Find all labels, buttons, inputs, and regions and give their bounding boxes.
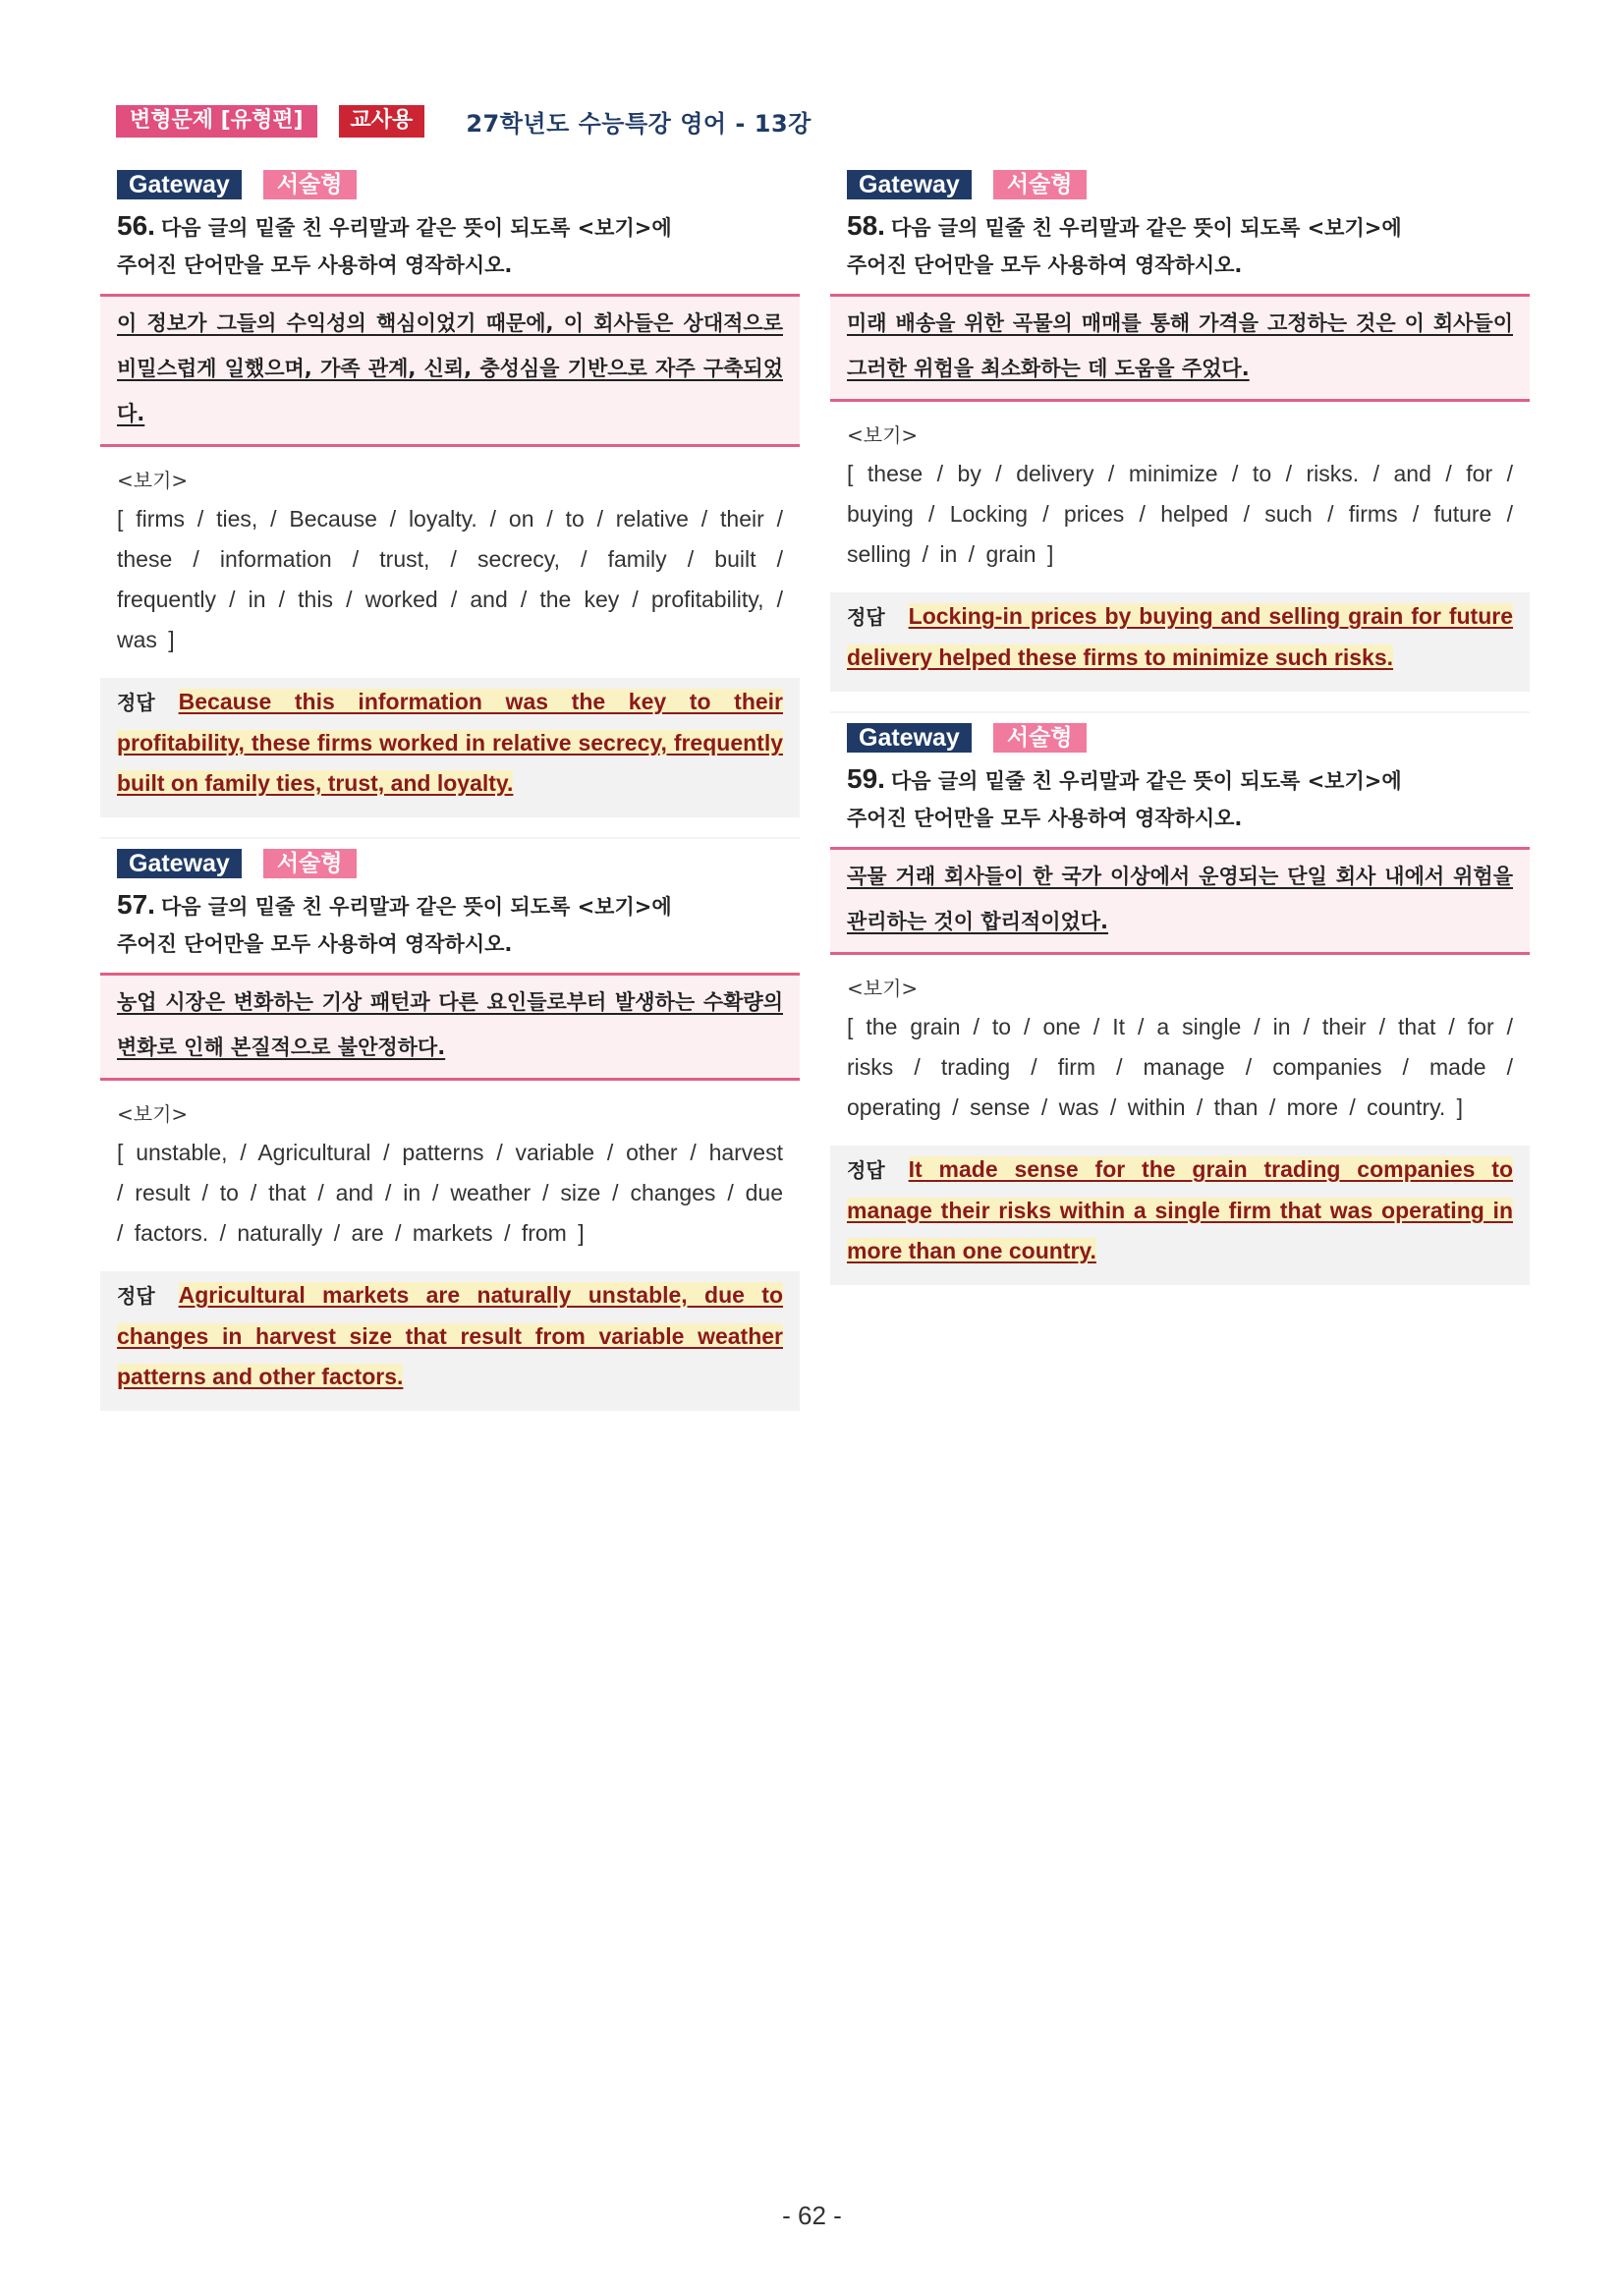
question-prompt bbox=[847, 760, 1530, 837]
question-prompt bbox=[117, 207, 800, 284]
question-text-line2: 주어진 단어만을 모두 사용하여 영작하시오. bbox=[117, 253, 513, 277]
question-block bbox=[100, 170, 800, 839]
korean-sentence-box bbox=[830, 847, 1530, 955]
bogi-label: <보기> bbox=[117, 469, 189, 492]
gateway-badge: Gateway bbox=[847, 723, 972, 753]
question-text-line2: 주어진 단어만을 모두 사용하여 영작하시오. bbox=[847, 253, 1243, 277]
question-text-line1: 다음 글의 밑줄 친 우리말과 같은 뜻이 되도록 <보기>에 bbox=[160, 895, 672, 919]
answer-box bbox=[830, 592, 1530, 692]
page-title: 27학년도 수능특강 영어 - 13강 bbox=[466, 110, 812, 138]
answer-label: 정답 bbox=[847, 1158, 885, 1182]
bogi-words: [ firms / ties, / Because / loyalty. / on / to / relative / their / these / information / trust, / secrecy, / family / built / frequently / in / this / worked / and / the key / profitability, / was ] bbox=[117, 506, 783, 652]
answer-label: 정답 bbox=[847, 605, 885, 629]
question-block bbox=[830, 723, 1530, 1285]
question-number: 56. bbox=[117, 210, 155, 241]
question-type-badge: 서술형 bbox=[263, 170, 357, 199]
korean-sentence: 미래 배송을 위한 곡물의 매매를 통해 가격을 고정하는 것은 이 회사들이 그러한 위험을 최소화하는 데 도움을 주었다. bbox=[847, 311, 1513, 380]
question-number: 59. bbox=[847, 763, 885, 794]
answer-label: 정답 bbox=[117, 691, 155, 714]
answer-text: Locking-in prices by buying and selling grain for future delivery helped these firms to minimize such risks. bbox=[847, 603, 1513, 670]
bogi-words: [ unstable, / Agricultural / patterns / variable / other / harvest / result / to / that / and / in / weather / size / changes / due / factors. / naturally / are / markets / from ] bbox=[117, 1140, 783, 1246]
bogi-label: <보기> bbox=[847, 423, 919, 447]
page-header bbox=[116, 104, 812, 139]
question-block bbox=[830, 170, 1530, 713]
question-badges bbox=[847, 723, 1530, 753]
korean-sentence: 이 정보가 그들의 수익성의 핵심이었기 때문에, 이 회사들은 상대적으로 비밀스럽게 일했으며, 가족 관계, 신뢰, 충성심을 기반으로 자주 구축되었다. bbox=[117, 311, 783, 425]
korean-sentence-box bbox=[100, 973, 800, 1081]
question-badges bbox=[847, 170, 1530, 199]
answer-text: It made sense for the grain trading companies to manage their risks within a single firm that was operating in more than one country. bbox=[847, 1156, 1513, 1263]
question-badges bbox=[117, 170, 800, 199]
answer-label: 정답 bbox=[117, 1284, 155, 1308]
question-text-line2: 주어진 단어만을 모두 사용하여 영작하시오. bbox=[117, 932, 513, 956]
bogi-label: <보기> bbox=[117, 1102, 189, 1126]
question-text-line1: 다음 글의 밑줄 친 우리말과 같은 뜻이 되도록 <보기>에 bbox=[160, 216, 672, 240]
page-number: - 62 - bbox=[782, 2201, 842, 2230]
question-text-line2: 주어진 단어만을 모두 사용하여 영작하시오. bbox=[847, 807, 1243, 830]
question-text-line1: 다음 글의 밑줄 친 우리말과 같은 뜻이 되도록 <보기>에 bbox=[890, 216, 1402, 240]
question-prompt bbox=[117, 886, 800, 963]
question-type-badge: 서술형 bbox=[263, 849, 357, 878]
answer-box bbox=[830, 1146, 1530, 1285]
bogi-label: <보기> bbox=[847, 977, 919, 1000]
answer-box bbox=[100, 1271, 800, 1411]
question-block bbox=[100, 849, 800, 1411]
right-column bbox=[830, 170, 1530, 1285]
left-column bbox=[100, 170, 800, 1411]
korean-sentence-box bbox=[830, 294, 1530, 402]
korean-sentence-box bbox=[100, 294, 800, 447]
korean-sentence: 곡물 거래 회사들이 한 국가 이상에서 운영되는 단일 회사 내에서 위험을 관리하는 것이 합리적이었다. bbox=[847, 865, 1513, 933]
answer-text: Because this information was the key to their profitability, these firms worked in relative secrecy, frequently built on family ties, trust, and loyalty. bbox=[117, 689, 783, 796]
question-number: 57. bbox=[117, 889, 155, 920]
question-number: 58. bbox=[847, 210, 885, 241]
korean-sentence: 농업 시장은 변화하는 기상 패턴과 다른 요인들로부터 발생하는 수확량의 변화로 인해 본질적으로 불안정하다. bbox=[117, 990, 783, 1059]
question-type-badge: 서술형 bbox=[993, 170, 1087, 199]
divider bbox=[100, 837, 800, 839]
category-tag: 변형문제 [유형편] bbox=[116, 105, 317, 138]
bogi-words: [ the grain / to / one / It / a single / in / their / that / for / risks / trading / firm / manage / companies / made / operating / sense / was / within / than / more / country. ] bbox=[847, 1014, 1513, 1120]
gateway-badge: Gateway bbox=[117, 170, 242, 199]
question-text-line1: 다음 글의 밑줄 친 우리말과 같은 뜻이 되도록 <보기>에 bbox=[890, 769, 1402, 793]
bogi-words: [ these / by / delivery / minimize / to / risks. / and / for / buying / Locking / prices / helped / such / firms / future / selling / in / grain ] bbox=[847, 461, 1513, 567]
question-badges bbox=[117, 849, 800, 878]
answer-text: Agricultural markets are naturally unstable, due to changes in harvest size that result from variable weather patterns and other factors. bbox=[117, 1282, 783, 1389]
answer-box bbox=[100, 678, 800, 817]
gateway-badge: Gateway bbox=[847, 170, 972, 199]
divider bbox=[830, 711, 1530, 713]
gateway-badge: Gateway bbox=[117, 849, 242, 878]
question-prompt bbox=[847, 207, 1530, 284]
question-type-badge: 서술형 bbox=[993, 723, 1087, 753]
teacher-tag: 교사용 bbox=[339, 105, 425, 138]
